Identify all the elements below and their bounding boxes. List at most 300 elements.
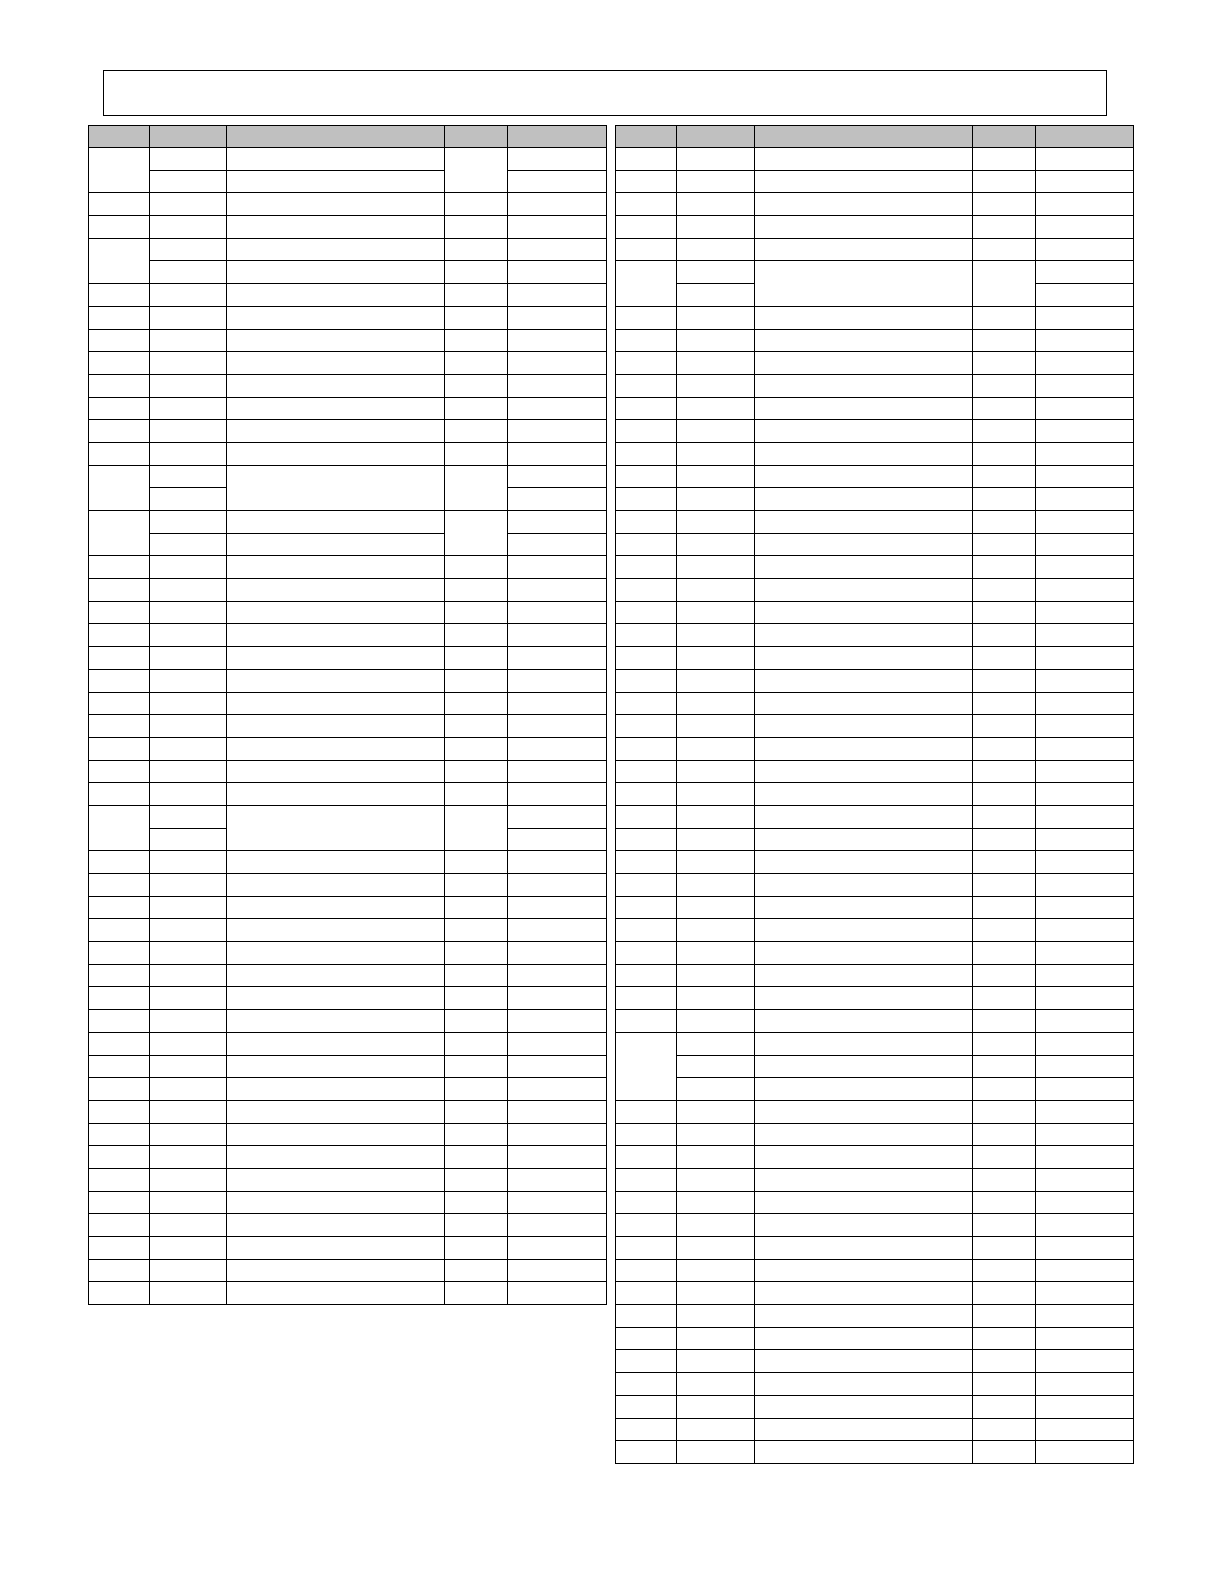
table-cell xyxy=(1036,488,1134,511)
table-cell xyxy=(755,896,973,919)
table-cell xyxy=(89,579,150,602)
table-cell xyxy=(1036,1395,1134,1418)
table-row xyxy=(89,1146,607,1169)
table-cell xyxy=(677,1418,755,1441)
table-cell xyxy=(973,828,1036,851)
table-cell xyxy=(616,488,677,511)
table-cell xyxy=(755,874,973,897)
table-cell xyxy=(973,488,1036,511)
table-cell xyxy=(89,919,150,942)
table-cell xyxy=(445,193,508,216)
table-cell xyxy=(973,987,1036,1010)
table-row xyxy=(89,624,607,647)
table-cell xyxy=(973,1327,1036,1350)
table-cell xyxy=(445,760,508,783)
table-cell xyxy=(227,193,445,216)
table-cell xyxy=(1036,579,1134,602)
table-cell xyxy=(89,760,150,783)
table-cell xyxy=(445,579,508,602)
table-cell xyxy=(677,193,755,216)
table-cell xyxy=(150,942,227,965)
table-cell xyxy=(755,1395,973,1418)
table-row xyxy=(616,1282,1134,1305)
table-row xyxy=(89,760,607,783)
table-cell xyxy=(227,216,445,239)
table-row xyxy=(89,193,607,216)
table-cell xyxy=(755,1100,973,1123)
table-cell xyxy=(1036,919,1134,942)
table-cell xyxy=(973,1350,1036,1373)
table-cell xyxy=(973,942,1036,965)
table-cell xyxy=(227,306,445,329)
table-cell xyxy=(150,669,227,692)
table-cell xyxy=(1036,874,1134,897)
table-cell xyxy=(89,669,150,692)
table-row xyxy=(616,1055,1134,1078)
table-cell xyxy=(973,1282,1036,1305)
table-cell xyxy=(227,896,445,919)
table-cell xyxy=(89,238,150,283)
table-cell xyxy=(973,579,1036,602)
table-row xyxy=(616,465,1134,488)
table-cell xyxy=(677,170,755,193)
table-cell xyxy=(1036,1123,1134,1146)
table-cell xyxy=(973,896,1036,919)
table-cell xyxy=(445,896,508,919)
table-cell xyxy=(973,374,1036,397)
table-cell xyxy=(150,1078,227,1101)
table-cell xyxy=(445,442,508,465)
table-cell xyxy=(973,533,1036,556)
table-cell xyxy=(755,1327,973,1350)
table-cell xyxy=(150,715,227,738)
table-cell xyxy=(150,397,227,420)
table-row xyxy=(89,1191,607,1214)
table-cell xyxy=(1036,329,1134,352)
table-cell xyxy=(755,579,973,602)
table-cell xyxy=(89,306,150,329)
table-row xyxy=(616,874,1134,897)
table-cell xyxy=(755,238,973,261)
table-cell xyxy=(755,692,973,715)
table-cell xyxy=(755,1146,973,1169)
table-row xyxy=(89,601,607,624)
table-row xyxy=(616,1418,1134,1441)
right-table xyxy=(615,125,1134,1464)
table-cell xyxy=(150,737,227,760)
table-cell xyxy=(1036,896,1134,919)
table-cell xyxy=(150,1214,227,1237)
table-cell xyxy=(227,647,445,670)
table-cell xyxy=(677,919,755,942)
table-cell xyxy=(150,828,227,851)
table-cell xyxy=(677,261,755,284)
table-cell xyxy=(508,851,607,874)
table-cell xyxy=(445,919,508,942)
table-cell xyxy=(1036,737,1134,760)
table-row xyxy=(89,329,607,352)
table-row xyxy=(89,1237,607,1260)
table-cell xyxy=(227,352,445,375)
table-cell xyxy=(616,1282,677,1305)
table-cell xyxy=(150,533,227,556)
table-cell xyxy=(973,1441,1036,1464)
table-cell xyxy=(227,942,445,965)
table-row xyxy=(616,783,1134,806)
table-cell xyxy=(150,1282,227,1305)
table-row xyxy=(89,511,607,534)
table-cell xyxy=(89,874,150,897)
table-cell xyxy=(445,238,508,261)
table-row xyxy=(89,715,607,738)
table-cell xyxy=(677,1282,755,1305)
table-cell xyxy=(616,352,677,375)
table-row xyxy=(616,964,1134,987)
table-cell xyxy=(150,964,227,987)
table-cell xyxy=(227,465,445,510)
table-cell xyxy=(755,964,973,987)
table-cell xyxy=(677,420,755,443)
table-row xyxy=(89,1055,607,1078)
table-cell xyxy=(445,397,508,420)
table-cell xyxy=(677,1350,755,1373)
table-cell xyxy=(227,329,445,352)
table-cell xyxy=(677,374,755,397)
table-cell xyxy=(616,987,677,1010)
table-cell xyxy=(973,1373,1036,1396)
table-cell xyxy=(445,1010,508,1033)
table-cell xyxy=(973,1010,1036,1033)
table-cell xyxy=(1036,216,1134,239)
table-cell xyxy=(1036,964,1134,987)
table-cell xyxy=(677,760,755,783)
table-row xyxy=(89,851,607,874)
table-cell xyxy=(445,805,508,850)
table-cell xyxy=(508,669,607,692)
table-cell xyxy=(973,760,1036,783)
table-cell xyxy=(227,511,445,534)
right-column-header xyxy=(755,126,973,148)
table-cell xyxy=(227,442,445,465)
table-row xyxy=(89,942,607,965)
table-cell xyxy=(508,1100,607,1123)
table-cell xyxy=(755,942,973,965)
table-row xyxy=(616,148,1134,171)
table-cell xyxy=(1036,1191,1134,1214)
table-cell xyxy=(445,284,508,307)
table-cell xyxy=(445,715,508,738)
table-cell xyxy=(227,1123,445,1146)
table-cell xyxy=(616,647,677,670)
table-cell xyxy=(616,329,677,352)
table-cell xyxy=(227,692,445,715)
table-cell xyxy=(677,533,755,556)
table-cell xyxy=(677,1168,755,1191)
table-cell xyxy=(508,874,607,897)
table-cell xyxy=(1036,170,1134,193)
table-cell xyxy=(1036,511,1134,534)
table-cell xyxy=(1036,1282,1134,1305)
table-cell xyxy=(89,624,150,647)
table-cell xyxy=(616,919,677,942)
table-cell xyxy=(1036,284,1134,307)
table-cell xyxy=(616,1146,677,1169)
table-cell xyxy=(150,216,227,239)
table-cell xyxy=(755,1282,973,1305)
table-cell xyxy=(616,1305,677,1328)
table-cell xyxy=(445,329,508,352)
table-row xyxy=(89,669,607,692)
table-cell xyxy=(227,374,445,397)
table-cell xyxy=(677,1123,755,1146)
table-cell xyxy=(973,601,1036,624)
table-cell xyxy=(616,828,677,851)
table-cell xyxy=(150,1123,227,1146)
table-cell xyxy=(755,511,973,534)
table-cell xyxy=(445,352,508,375)
table-cell xyxy=(227,874,445,897)
table-cell xyxy=(973,1305,1036,1328)
table-row xyxy=(616,851,1134,874)
table-cell xyxy=(616,193,677,216)
table-cell xyxy=(445,1214,508,1237)
table-cell xyxy=(973,624,1036,647)
table-cell xyxy=(755,715,973,738)
table-cell xyxy=(755,465,973,488)
table-cell xyxy=(508,148,607,171)
table-cell xyxy=(677,1214,755,1237)
table-cell xyxy=(445,465,508,510)
table-row xyxy=(616,193,1134,216)
table-cell xyxy=(150,148,227,171)
table-cell xyxy=(973,1078,1036,1101)
table-cell xyxy=(150,374,227,397)
table-cell xyxy=(755,987,973,1010)
table-cell xyxy=(973,647,1036,670)
table-cell xyxy=(445,647,508,670)
table-cell xyxy=(89,737,150,760)
table-cell xyxy=(150,556,227,579)
table-cell xyxy=(508,647,607,670)
table-cell xyxy=(150,352,227,375)
table-cell xyxy=(755,601,973,624)
table-cell xyxy=(445,148,508,193)
table-cell xyxy=(1036,193,1134,216)
table-cell xyxy=(973,1100,1036,1123)
table-cell xyxy=(755,1032,973,1055)
left-column-header xyxy=(89,126,150,148)
table-cell xyxy=(508,987,607,1010)
table-cell xyxy=(150,579,227,602)
table-cell xyxy=(755,1123,973,1146)
table-cell xyxy=(973,851,1036,874)
table-cell xyxy=(508,896,607,919)
table-cell xyxy=(89,397,150,420)
table-cell xyxy=(755,828,973,851)
table-cell xyxy=(755,919,973,942)
table-cell xyxy=(445,374,508,397)
table-cell xyxy=(755,1418,973,1441)
table-cell xyxy=(1036,1010,1134,1033)
table-cell xyxy=(89,1259,150,1282)
table-row xyxy=(616,987,1134,1010)
table-cell xyxy=(227,397,445,420)
table-cell xyxy=(227,1146,445,1169)
table-cell xyxy=(1036,238,1134,261)
table-cell xyxy=(508,420,607,443)
table-cell xyxy=(755,1010,973,1033)
table-cell xyxy=(616,601,677,624)
table-row xyxy=(616,216,1134,239)
table-cell xyxy=(616,1395,677,1418)
table-cell xyxy=(150,284,227,307)
table-cell xyxy=(677,1032,755,1055)
table-cell xyxy=(973,1055,1036,1078)
table-cell xyxy=(1036,1214,1134,1237)
table-cell xyxy=(1036,624,1134,647)
table-cell xyxy=(616,170,677,193)
table-row xyxy=(616,238,1134,261)
table-cell xyxy=(755,488,973,511)
table-row xyxy=(616,170,1134,193)
table-cell xyxy=(616,874,677,897)
table-cell xyxy=(677,511,755,534)
table-cell xyxy=(445,1032,508,1055)
table-row xyxy=(89,1123,607,1146)
table-cell xyxy=(973,669,1036,692)
table-cell xyxy=(1036,805,1134,828)
table-cell xyxy=(616,1191,677,1214)
table-cell xyxy=(150,261,227,284)
table-cell xyxy=(677,488,755,511)
table-cell xyxy=(150,987,227,1010)
table-cell xyxy=(508,601,607,624)
table-row xyxy=(89,783,607,806)
table-cell xyxy=(89,374,150,397)
table-cell xyxy=(150,851,227,874)
table-cell xyxy=(89,329,150,352)
table-row xyxy=(616,442,1134,465)
table-row xyxy=(616,647,1134,670)
table-cell xyxy=(445,261,508,284)
table-row xyxy=(616,1100,1134,1123)
table-cell xyxy=(616,511,677,534)
table-row xyxy=(89,874,607,897)
table-cell xyxy=(227,851,445,874)
table-cell xyxy=(973,805,1036,828)
table-cell xyxy=(1036,533,1134,556)
table-cell xyxy=(616,374,677,397)
table-cell xyxy=(150,624,227,647)
table-cell xyxy=(677,1305,755,1328)
table-cell xyxy=(677,874,755,897)
table-cell xyxy=(755,533,973,556)
table-cell xyxy=(150,238,227,261)
table-cell xyxy=(508,1168,607,1191)
table-cell xyxy=(89,987,150,1010)
table-row xyxy=(89,896,607,919)
table-cell xyxy=(677,851,755,874)
table-cell xyxy=(973,692,1036,715)
table-cell xyxy=(89,1010,150,1033)
table-cell xyxy=(227,420,445,443)
table-cell xyxy=(89,964,150,987)
table-cell xyxy=(445,420,508,443)
table-cell xyxy=(1036,352,1134,375)
table-cell xyxy=(973,170,1036,193)
table-cell xyxy=(227,987,445,1010)
table-cell xyxy=(150,1191,227,1214)
table-cell xyxy=(973,511,1036,534)
table-cell xyxy=(89,1146,150,1169)
table-cell xyxy=(755,783,973,806)
table-row xyxy=(616,942,1134,965)
table-cell xyxy=(755,329,973,352)
table-cell xyxy=(616,692,677,715)
table-row xyxy=(89,352,607,375)
table-row xyxy=(89,579,607,602)
left-table-body xyxy=(89,148,607,1305)
table-cell xyxy=(755,851,973,874)
table-cell xyxy=(508,783,607,806)
table-row xyxy=(89,692,607,715)
table-cell xyxy=(150,760,227,783)
table-row xyxy=(616,715,1134,738)
table-cell xyxy=(973,352,1036,375)
table-cell xyxy=(973,1191,1036,1214)
table-cell xyxy=(616,442,677,465)
table-cell xyxy=(616,964,677,987)
table-row xyxy=(616,420,1134,443)
table-row xyxy=(616,1395,1134,1418)
table-cell xyxy=(150,1237,227,1260)
table-cell xyxy=(508,1282,607,1305)
right-header-row xyxy=(616,126,1134,148)
table-row xyxy=(616,896,1134,919)
table-cell xyxy=(1036,760,1134,783)
right-column-header xyxy=(1036,126,1134,148)
table-cell xyxy=(150,1010,227,1033)
table-cell xyxy=(508,1123,607,1146)
table-row xyxy=(616,374,1134,397)
table-row xyxy=(89,442,607,465)
table-cell xyxy=(677,1191,755,1214)
table-cell xyxy=(227,1032,445,1055)
table-cell xyxy=(677,148,755,171)
table-cell xyxy=(508,1191,607,1214)
table-cell xyxy=(973,874,1036,897)
table-row xyxy=(89,533,607,556)
table-cell xyxy=(1036,1100,1134,1123)
table-cell xyxy=(227,805,445,850)
table-cell xyxy=(973,306,1036,329)
table-cell xyxy=(508,1055,607,1078)
table-cell xyxy=(755,1441,973,1464)
table-cell xyxy=(89,942,150,965)
right-column-header xyxy=(677,126,755,148)
table-cell xyxy=(508,919,607,942)
table-cell xyxy=(508,1146,607,1169)
table-cell xyxy=(508,216,607,239)
table-row xyxy=(89,1168,607,1191)
table-row xyxy=(89,216,607,239)
table-cell xyxy=(1036,851,1134,874)
table-cell xyxy=(227,238,445,261)
table-cell xyxy=(973,737,1036,760)
table-cell xyxy=(973,329,1036,352)
table-cell xyxy=(508,329,607,352)
table-cell xyxy=(445,1123,508,1146)
